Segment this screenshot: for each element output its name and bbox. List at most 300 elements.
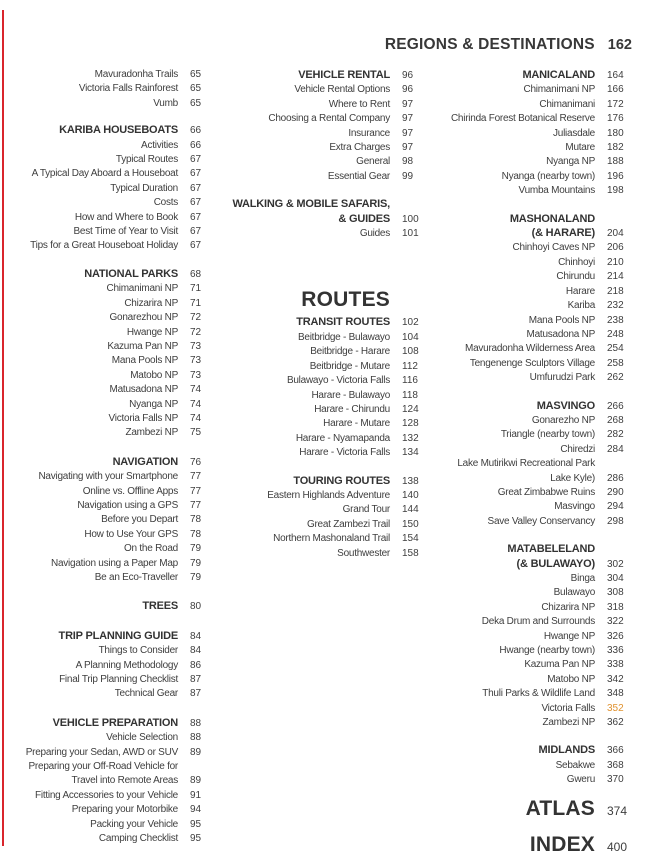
toc-entry-page: 298 <box>607 515 624 527</box>
toc-entry <box>8 196 218 210</box>
toc-entry-page: 302 <box>607 558 624 570</box>
toc-entry-page: 67 <box>190 154 202 166</box>
toc-entry-label: Beitbridge - Mutare <box>309 360 390 372</box>
toc-entry-page: 262 <box>607 372 624 384</box>
toc-entry-page: 99 <box>402 170 414 182</box>
toc-entry <box>216 360 430 374</box>
toc-entry-page: 68 <box>190 268 202 280</box>
toc-entry-label: Final Trip Planning Checklist <box>59 674 178 686</box>
toc-entry <box>8 687 218 701</box>
toc-entry <box>429 241 635 255</box>
toc-entry <box>8 746 218 760</box>
toc-entry-page: 116 <box>402 375 418 387</box>
toc-entry-label: Navigating with your Smartphone <box>38 471 178 483</box>
toc-entry <box>8 644 218 658</box>
toc-entry-page: 322 <box>607 616 624 628</box>
toc-section-heading <box>8 123 218 138</box>
toc-section-heading <box>429 743 635 758</box>
toc-entry <box>429 644 635 658</box>
toc-entry-label: Lake Kyle) <box>550 472 595 484</box>
toc-entry-label: TOURING ROUTES <box>293 474 390 487</box>
toc-entry-label: Zambezi NP <box>125 427 178 439</box>
toc-major-heading <box>216 287 430 313</box>
toc-entry <box>216 227 430 241</box>
toc-entry <box>8 239 218 253</box>
toc-entry-label: ATLAS <box>525 796 595 820</box>
toc-entry-label: Southwester <box>337 547 390 559</box>
toc-entry <box>8 803 218 817</box>
toc-entry-label: Vehicle Selection <box>106 732 178 744</box>
toc-entry-page: 66 <box>190 139 202 151</box>
toc-entry <box>8 383 218 397</box>
toc-entry-label: Kazuma Pan NP <box>107 340 178 352</box>
toc-entry-label: Sebakwe <box>555 759 595 771</box>
toc-entry-page: 71 <box>190 297 202 309</box>
toc-entry <box>429 98 635 112</box>
toc-entry <box>429 256 635 270</box>
toc-entry-label: Chimanimani NP <box>523 84 595 96</box>
toc-entry-page: 102 <box>402 317 419 329</box>
toc-entry-label: How to Use Your GPS <box>84 528 178 540</box>
toc-section-heading <box>429 68 635 83</box>
toc-entry-page: 150 <box>402 518 419 530</box>
toc-entry-label: Nyanga (nearby town) <box>501 170 595 182</box>
toc-section-heading <box>216 197 430 211</box>
toc-entry-label: NAVIGATION <box>112 455 178 468</box>
toc-entry-label: Be an Eco-Traveller <box>94 572 178 583</box>
toc-entry-page: 67 <box>190 168 202 180</box>
toc-entry-label: Victoria Falls <box>541 702 595 714</box>
toc-entry-label: TRANSIT ROUTES <box>296 316 390 329</box>
toc-entry <box>429 112 635 126</box>
toc-entry-page: 258 <box>607 357 624 369</box>
toc-entry-page: 67 <box>190 211 202 223</box>
toc-entry <box>8 354 218 368</box>
toc-entry-page: 77 <box>190 485 202 497</box>
toc-entry-label: Matusadona NP <box>526 328 595 340</box>
toc-entry <box>216 417 430 431</box>
toc-entry <box>429 170 635 184</box>
toc-entry <box>8 139 218 153</box>
toc-entry-label: Extra Charges <box>329 142 390 154</box>
toc-entry-page: 128 <box>402 418 419 430</box>
toc-entry-label: Kazuma Pan NP <box>524 659 595 671</box>
toc-entry <box>216 98 430 112</box>
toc-entry <box>8 426 218 440</box>
toc-entry-label: Harare - Mutare <box>323 418 390 430</box>
toc-entry-label: Tengenenge Sculptors Village <box>469 357 595 369</box>
toc-entry-label: Chizarira NP <box>124 297 178 309</box>
toc-entry-page: 67 <box>190 240 202 252</box>
toc-entry-label: Hwange NP <box>126 326 178 338</box>
toc-entry-page: 164 <box>607 70 624 81</box>
toc-entry-page: 196 <box>607 170 624 182</box>
toc-entry-label: Gonarezho NP <box>531 414 595 426</box>
toc-entry-label: Mavuradonha Trails <box>94 69 178 80</box>
toc-entry-page: 97 <box>402 98 414 110</box>
toc-entry-page: 67 <box>190 182 202 194</box>
toc-entry-label: Nyanga NP <box>546 156 595 168</box>
toc-entry-page: 80 <box>190 601 202 613</box>
toc-entry-page: 73 <box>190 340 202 352</box>
toc-entry-label: Mana Pools NP <box>528 314 595 326</box>
toc-entry <box>429 687 635 701</box>
toc-entry-label: Costs <box>153 197 178 209</box>
toc-entry-label: Choosing a Rental Company <box>268 113 390 125</box>
toc-entry-label: Victoria Falls NP <box>108 412 178 424</box>
toc-entry-label: Great Zambezi Trail <box>306 518 390 530</box>
toc-entry <box>8 398 218 412</box>
toc-entry-page: 290 <box>607 486 624 498</box>
toc-entry-page: 188 <box>607 156 624 168</box>
toc-entry-page: 206 <box>607 242 624 254</box>
toc-entry <box>429 658 635 672</box>
toc-entry-label: Navigation using a Paper Map <box>51 557 178 569</box>
toc-entry <box>8 774 218 788</box>
toc-entry-label: MASVINGO <box>536 399 595 412</box>
toc-entry-label: How and Where to Book <box>74 211 178 223</box>
toc-entry <box>8 340 218 354</box>
toc-entry-page: 342 <box>607 673 624 685</box>
toc-entry <box>429 342 635 356</box>
toc-entry-label: Chimanimani <box>539 98 595 110</box>
toc-entry-page: 73 <box>190 369 202 381</box>
toc-entry-label: Mana Pools NP <box>111 355 178 367</box>
toc-entry-page: 77 <box>190 471 202 483</box>
toc-entry <box>8 182 218 196</box>
toc-entry-label: Triangle (nearby town) <box>500 429 595 441</box>
toc-entry-label: Lake Mutirikwi Recreational Park <box>457 458 595 470</box>
toc-entry-page: 154 <box>402 533 419 545</box>
toc-entry <box>216 432 430 446</box>
toc-entry <box>216 446 430 460</box>
toc-entry-page: 87 <box>190 688 202 700</box>
toc-entry-label: MIDLANDS <box>538 744 595 757</box>
toc-entry-label: Hwange NP <box>543 630 595 642</box>
toc-entry-label: Vehicle Rental Options <box>294 84 390 96</box>
toc-entry-page: 96 <box>402 84 414 96</box>
toc-entry-label: Zambezi NP <box>542 717 595 729</box>
toc-entry-page: 96 <box>402 70 414 81</box>
toc-entry-label: Nyanga NP <box>129 398 178 410</box>
toc-entry <box>429 615 635 629</box>
toc-entry <box>429 601 635 615</box>
toc-entry-label: VEHICLE RENTAL <box>298 69 390 81</box>
toc-entry <box>429 773 635 787</box>
toc-major-heading <box>429 832 635 860</box>
toc-entry-page: 218 <box>607 285 624 297</box>
toc-entry-page: 76 <box>190 456 202 468</box>
toc-section-heading <box>429 399 635 414</box>
toc-entry-label: Typical Duration <box>110 182 178 194</box>
toc-entry <box>429 414 635 428</box>
toc-entry-label: MATABELELAND <box>507 543 595 556</box>
toc-section-heading <box>8 629 218 644</box>
toc-section-heading <box>429 226 635 241</box>
toc-entry-page: 88 <box>190 732 202 744</box>
toc-entry-label: Northern Mashonaland Trail <box>273 533 390 545</box>
toc-entry-label: Where to Rent <box>328 98 390 110</box>
toc-entry <box>8 659 218 673</box>
toc-entry-label: A Planning Methodology <box>75 659 178 671</box>
toc-entry <box>429 702 635 716</box>
toc-entry-page: 348 <box>607 688 624 700</box>
toc-entry <box>8 499 218 513</box>
toc-entry-page: 79 <box>190 557 202 569</box>
toc-entry-label: (& BULAWAYO) <box>516 557 595 570</box>
toc-entry-label: Beitbridge - Bulawayo <box>297 331 390 343</box>
toc-entry-page: 308 <box>607 587 624 599</box>
toc-entry-label: Deka Drum and Surrounds <box>481 616 595 628</box>
toc-entry-label: Chiredzi <box>560 443 595 455</box>
toc-entry-label: Eastern Highlands Adventure <box>267 489 390 501</box>
toc-entry-page: 97 <box>402 127 414 139</box>
toc-entry-page: 65 <box>190 97 202 109</box>
toc-entry-page: 66 <box>190 125 202 137</box>
toc-entry-label: VEHICLE PREPARATION <box>52 716 178 729</box>
toc-entry-page: 182 <box>607 142 624 154</box>
toc-entry-label: NATIONAL PARKS <box>84 267 178 280</box>
toc-entry-label: ROUTES <box>301 288 390 312</box>
toc-entry <box>429 673 635 687</box>
toc-entry-page: 78 <box>190 528 202 540</box>
toc-entry <box>429 270 635 284</box>
toc-entry-page: 400 <box>607 839 628 854</box>
toc-entry-label: Vumba Mountains <box>518 185 595 197</box>
toc-entry <box>8 225 218 239</box>
toc-entry <box>429 630 635 644</box>
toc-entry-page: 118 <box>402 389 418 401</box>
toc-entry-page: 304 <box>607 573 624 584</box>
toc-entry-page: 158 <box>402 547 419 559</box>
toc-entry <box>429 572 635 586</box>
toc-entry <box>216 389 430 403</box>
toc-entry <box>429 515 635 529</box>
toc-entry-label: A Typical Day Aboard a Houseboat <box>31 168 178 180</box>
toc-entry-page: 112 <box>402 360 418 372</box>
toc-entry-page: 248 <box>607 328 624 340</box>
toc-entry-page: 204 <box>607 228 624 240</box>
toc-entry-page: 89 <box>190 775 202 787</box>
toc-entry <box>429 472 635 486</box>
toc-entry <box>216 155 430 169</box>
toc-entry-page: 75 <box>190 427 202 439</box>
toc-entry-page: 338 <box>607 659 624 671</box>
toc-entry <box>216 489 430 503</box>
toc-entry <box>429 141 635 155</box>
toc-entry <box>429 443 635 457</box>
toc-entry-label: Chimanimani NP <box>106 283 178 295</box>
toc-entry-page: 104 <box>402 331 419 343</box>
toc-entry-page: 238 <box>607 314 624 326</box>
toc-entry <box>8 760 218 774</box>
toc-entry <box>429 486 635 500</box>
toc-entry <box>8 167 218 181</box>
toc-entry-page: 65 <box>190 83 202 95</box>
toc-entry <box>216 518 430 532</box>
page-header <box>385 36 632 54</box>
page-header-number: 162 <box>607 37 632 53</box>
toc-entry-label: Harare - Victoria Falls <box>299 447 390 459</box>
toc-entry-page: 370 <box>607 774 624 786</box>
toc-entry <box>8 82 218 96</box>
toc-entry-page: 73 <box>190 355 202 367</box>
toc-entry-page: 72 <box>190 312 202 324</box>
toc-entry-page: 67 <box>190 197 202 209</box>
toc-entry-label: Grand Tour <box>342 504 390 516</box>
toc-entry <box>216 547 430 561</box>
toc-entry-label: Preparing your Off-Road Vehicle for <box>28 761 178 773</box>
toc-entry-label: WALKING & MOBILE SAFARIS, <box>232 198 390 211</box>
toc-entry-label: Preparing your Motorbike <box>71 804 178 816</box>
toc-entry <box>8 326 218 340</box>
toc-entry <box>429 759 635 773</box>
toc-entry-page: 79 <box>190 572 202 583</box>
toc-entry-page: 374 <box>607 803 628 818</box>
toc-entry-label: Activities <box>141 139 178 151</box>
toc-entry-label: Packing your Vehicle <box>90 818 178 830</box>
toc-entry-page: 362 <box>607 717 624 729</box>
toc-section-heading <box>216 315 430 330</box>
toc-entry-label: Harare - Bulawayo <box>311 389 390 401</box>
toc-entry-page: 352 <box>607 702 624 714</box>
toc-entry-page: 214 <box>607 271 624 283</box>
toc-entry-label: Hwange (nearby town) <box>499 645 595 657</box>
toc-entry-page: 87 <box>190 674 202 686</box>
toc-section-heading <box>8 455 218 470</box>
toc-entry-page: 254 <box>607 343 624 355</box>
toc-section-heading <box>216 68 430 83</box>
toc-entry-label: Bulawayo <box>553 587 595 599</box>
toc-entry-page: 100 <box>402 213 419 225</box>
toc-entry-label: Essential Gear <box>327 170 390 182</box>
toc-entry-label: Mavuradonha Wilderness Area <box>465 343 595 355</box>
toc-entry-page: 198 <box>607 185 624 197</box>
toc-entry-label: Chizarira NP <box>541 601 595 613</box>
toc-entry-label: Masvingo <box>554 501 595 513</box>
toc-entry-label: MANICALAND <box>522 69 595 81</box>
toc-entry <box>429 285 635 299</box>
toc-entry <box>8 412 218 426</box>
toc-entry-label: Umfurudzi Park <box>529 372 595 384</box>
toc-entry-label: Harare <box>565 285 595 297</box>
toc-entry <box>8 311 218 325</box>
left-accent-rule <box>2 10 4 846</box>
toc-entry <box>429 500 635 514</box>
toc-entry-page: 72 <box>190 326 202 338</box>
toc-entry-label: Camping Checklist <box>98 833 178 845</box>
toc-entry-label: Binga <box>570 573 595 584</box>
toc-entry <box>8 571 218 585</box>
toc-entry-label: TREES <box>142 600 178 613</box>
toc-entry-label: Harare - Nyamapanda <box>295 432 390 444</box>
toc-entry <box>216 83 430 97</box>
toc-section-heading <box>429 557 635 572</box>
toc-entry-label: On the Road <box>124 543 178 555</box>
toc-entry-page: 67 <box>190 226 202 238</box>
toc-entry-page: 144 <box>402 504 419 516</box>
toc-entry <box>8 818 218 832</box>
toc-entry-label: Gweru <box>566 774 595 786</box>
toc-entry-label: Vumb <box>153 97 178 109</box>
toc-entry-page: 138 <box>402 475 419 487</box>
toc-entry-label: Fitting Accessories to your Vehicle <box>35 789 178 801</box>
toc-entry-page: 172 <box>607 98 624 110</box>
toc-entry <box>216 127 430 141</box>
toc-entry-label: Matobo NP <box>547 673 595 685</box>
toc-entry <box>8 673 218 687</box>
toc-entry-label: Before you Depart <box>101 514 178 526</box>
toc-entry-label: Typical Routes <box>115 154 178 166</box>
toc-entry <box>8 832 218 846</box>
toc-entry-page: 91 <box>190 789 202 801</box>
toc-entry-page: 268 <box>607 414 624 426</box>
toc-entry-page: 368 <box>607 759 624 771</box>
toc-entry <box>216 112 430 126</box>
toc-entry-page: 180 <box>607 127 624 139</box>
toc-entry <box>8 513 218 527</box>
toc-entry-page: 84 <box>190 630 202 642</box>
toc-column-middle <box>216 68 430 561</box>
toc-entry <box>8 97 218 111</box>
toc-entry-page: 65 <box>190 69 202 80</box>
toc-entry-label: Best Time of Year to Visit <box>73 226 178 238</box>
toc-entry-label: & GUIDES <box>338 212 390 225</box>
toc-entry-page: 95 <box>190 833 202 845</box>
toc-entry-page: 74 <box>190 412 202 424</box>
toc-entry-page: 286 <box>607 472 624 484</box>
toc-entry <box>429 314 635 328</box>
toc-entry-page: 284 <box>607 443 624 455</box>
toc-entry <box>216 141 430 155</box>
toc-entry-page: 98 <box>402 156 414 168</box>
toc-entry <box>8 153 218 167</box>
toc-entry-label: Preparing your Sedan, AWD or SUV <box>25 746 178 758</box>
toc-entry <box>8 731 218 745</box>
toc-entry-label: General <box>356 156 390 168</box>
toc-entry-page: 366 <box>607 745 624 757</box>
toc-entry-label: Travel into Remote Areas <box>71 775 178 787</box>
toc-entry <box>429 299 635 313</box>
toc-entry-label: Juliasdale <box>553 127 595 139</box>
toc-entry <box>429 127 635 141</box>
toc-entry-label: Technical Gear <box>114 688 178 700</box>
toc-entry-page: 210 <box>607 256 624 268</box>
toc-entry <box>429 457 635 471</box>
page-header-title: REGIONS & DESTINATIONS <box>384 36 595 53</box>
toc-entry <box>429 155 635 169</box>
toc-entry-label: Navigation using a GPS <box>77 499 178 511</box>
toc-entry <box>429 428 635 442</box>
toc-entry <box>429 371 635 385</box>
toc-section-heading <box>216 212 430 227</box>
toc-entry-page: 79 <box>190 543 202 555</box>
toc-entry <box>429 328 635 342</box>
toc-entry <box>429 184 635 198</box>
toc-section-heading <box>8 716 218 731</box>
toc-entry <box>216 532 430 546</box>
toc-entry-page: 318 <box>607 601 624 613</box>
toc-entry-label: (& HARARE) <box>531 227 595 240</box>
toc-entry-page: 232 <box>607 300 624 312</box>
toc-section-heading <box>429 542 635 556</box>
toc-entry-page: 101 <box>402 228 419 240</box>
toc-column-left <box>8 68 218 847</box>
toc-entry-label: Great Zimbabwe Ruins <box>497 486 595 498</box>
toc-entry <box>8 297 218 311</box>
toc-entry-label: TRIP PLANNING GUIDE <box>58 629 178 642</box>
toc-entry-page: 86 <box>190 659 202 671</box>
